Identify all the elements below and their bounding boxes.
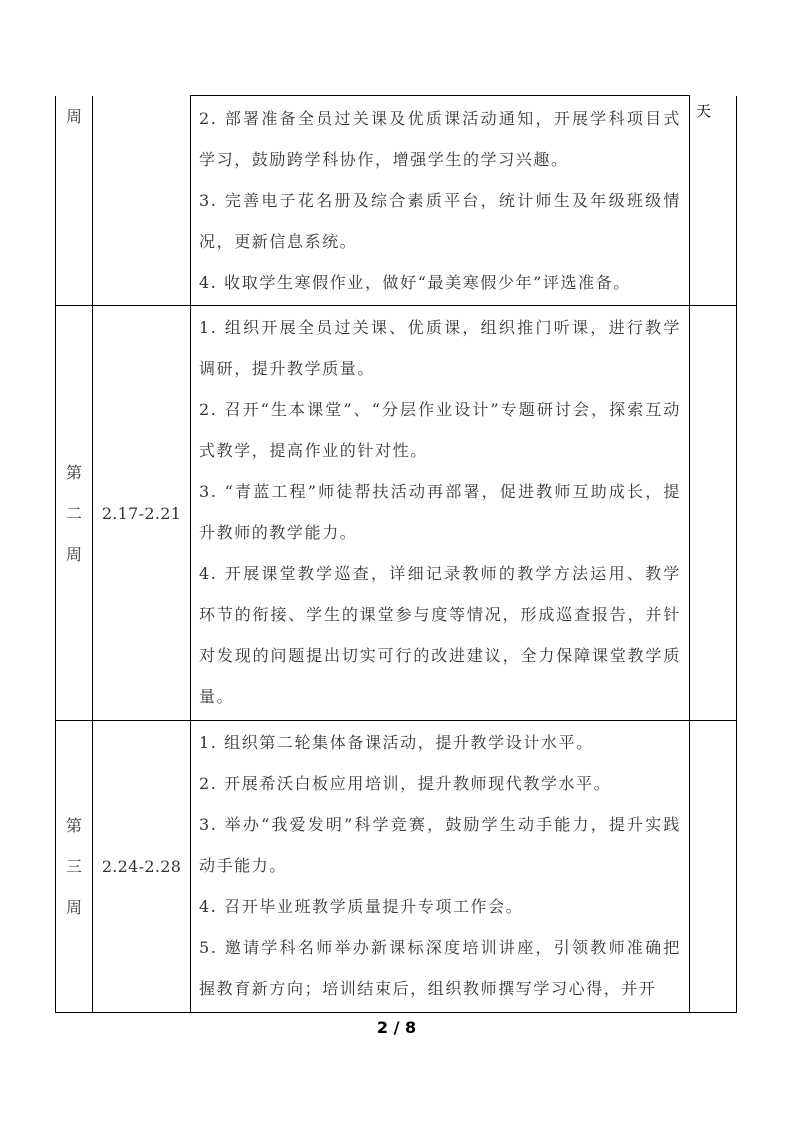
note-cell	[690, 721, 737, 1013]
plan-item: 3. “青蓝工程”师徒帮扶活动再部署，促进教师互助成长，提升教师的教学能力。	[199, 482, 681, 542]
content-cell	[191, 306, 690, 721]
content-cell	[191, 96, 690, 306]
weekly-plan-table	[55, 95, 737, 1013]
date-range: 2.24-2.28	[101, 857, 182, 876]
week-label: 第 二 周	[65, 462, 82, 564]
table-row	[56, 721, 737, 1013]
plan-item: 1. 组织第二轮集体备课活动，提升教学设计水平。	[199, 733, 594, 752]
week-label: 第 三 周	[65, 816, 82, 917]
table-row	[56, 306, 737, 721]
plan-item: 2. 部署准备全员过关课及优质课活动通知，开展学科项目式学习，鼓励跨学科协作，增强学生的学习兴趣。	[199, 109, 681, 169]
week-label: 周	[66, 106, 83, 126]
plan-item: 3. 完善电子花名册及综合素质平台，统计师生及年级班级情况，更新信息系统。	[199, 191, 681, 251]
plan-item: 4. 开展课堂教学巡查，详细记录教师的教学方法运用、教学环节的衔接、学生的课堂参与度等情况，形成巡查报告，并针对发现的问题提出切实可行的改进建议，全力保障课堂教学质量。	[199, 564, 681, 706]
note-text: 天	[696, 101, 712, 120]
table-row	[56, 96, 737, 306]
note-cell	[690, 306, 737, 721]
week-cell	[56, 721, 93, 1013]
plan-item: 4. 召开毕业班教学质量提升专项工作会。	[199, 897, 524, 916]
date-cell	[93, 721, 191, 1013]
note-text	[690, 306, 736, 310]
week-cell	[56, 96, 93, 306]
plan-item: 2. 召开“生本课堂”、“分层作业设计”专题研讨会，探索互动式教学，提高作业的针对性。	[199, 400, 681, 460]
content-cell	[191, 721, 690, 1013]
page-number: 2 / 8	[376, 1018, 417, 1037]
plan-item: 5. 邀请学科名师举办新课标深度培训讲座，引领教师准确把握教育新方向；培训结束后，组织教师撰写学习心得，并开	[199, 938, 681, 998]
note-cell	[690, 96, 737, 306]
date-cell	[93, 306, 191, 721]
plan-item: 3. 举办“我爱发明”科学竞赛，鼓励学生动手能力，提升实践动手能力。	[199, 815, 681, 875]
date-range: 2.17-2.21	[101, 503, 182, 523]
date-cell	[93, 96, 191, 306]
plan-item: 4. 收取学生寒假作业，做好“最美寒假少年”评选准备。	[199, 273, 631, 292]
plan-item: 1. 组织开展全员过关课、优质课，组织推门听课，进行教学调研，提升教学质量。	[199, 318, 681, 378]
note-text	[690, 721, 736, 725]
plan-item: 2. 开展希沃白板应用培训，提升教师现代教学水平。	[199, 774, 612, 793]
week-cell	[56, 306, 93, 721]
